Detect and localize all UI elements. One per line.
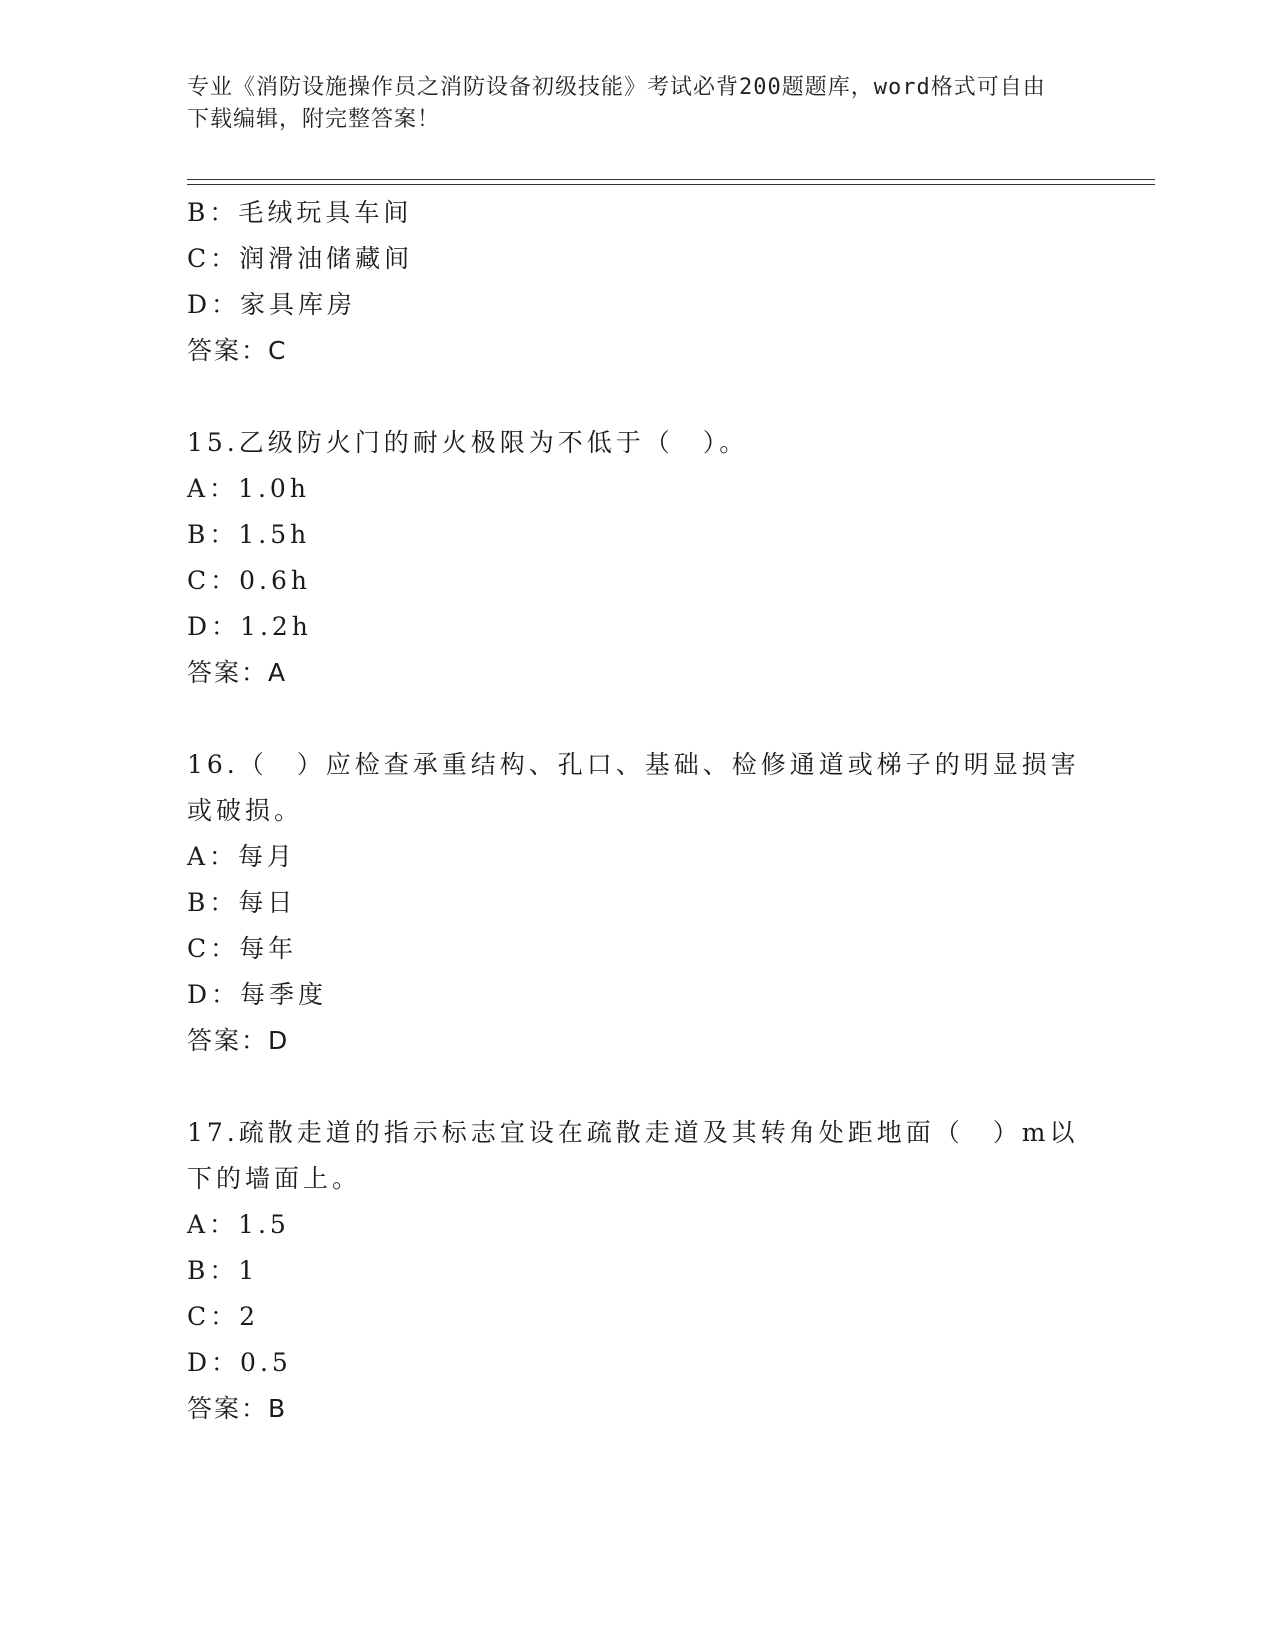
option-b: B：毛绒玩具车间 xyxy=(187,198,413,227)
option-c: C：每年 xyxy=(187,934,298,963)
option-c: C：2 xyxy=(187,1302,260,1331)
option-d: D：每季度 xyxy=(187,980,328,1009)
answer: 答案：B xyxy=(187,1394,288,1423)
question-text-line-2: 或破损。 xyxy=(187,796,304,825)
option-d: D：家具库房 xyxy=(187,290,357,319)
option-a: A：每月 xyxy=(187,842,297,871)
header-divider-bottom xyxy=(187,184,1155,185)
answer: 答案：A xyxy=(187,658,288,687)
option-b: B：每日 xyxy=(187,888,297,917)
carryover-question xyxy=(187,190,1087,374)
answer: 答案：C xyxy=(187,336,288,365)
option-b: B：1 xyxy=(187,1256,259,1285)
question-text-line-2: 下的墙面上。 xyxy=(187,1164,362,1193)
question-list xyxy=(187,190,1087,1432)
option-a: A：1.5 xyxy=(187,1210,290,1239)
answer: 答案：D xyxy=(187,1026,290,1055)
header-divider-top xyxy=(187,179,1155,180)
option-a: A：1.0h xyxy=(187,474,310,503)
option-c: C：润滑油储藏间 xyxy=(187,244,414,273)
option-d: D：1.2h xyxy=(187,612,312,641)
question-text-line-1: 16.（ ）应检查承重结构、孔口、基础、检修通道或梯子的明显损害 xyxy=(187,750,1080,779)
option-b: B：1.5h xyxy=(187,520,311,549)
document-header: 专业《消防设施操作员之消防设备初级技能》考试必背200题题库，word格式可自由下载编辑，附完整答案！ xyxy=(187,75,1046,132)
question-16 xyxy=(187,742,1087,1064)
option-c: C：0.6h xyxy=(187,566,311,595)
question-17 xyxy=(187,1110,1087,1432)
option-d: D：0.5 xyxy=(187,1348,292,1377)
question-15 xyxy=(187,420,1087,696)
question-text: 15.乙级防火门的耐火极限为不低于（ ）。 xyxy=(187,428,749,457)
question-text-line-1: 17.疏散走道的指示标志宜设在疏散走道及其转角处距地面（ ）m以 xyxy=(187,1118,1079,1147)
